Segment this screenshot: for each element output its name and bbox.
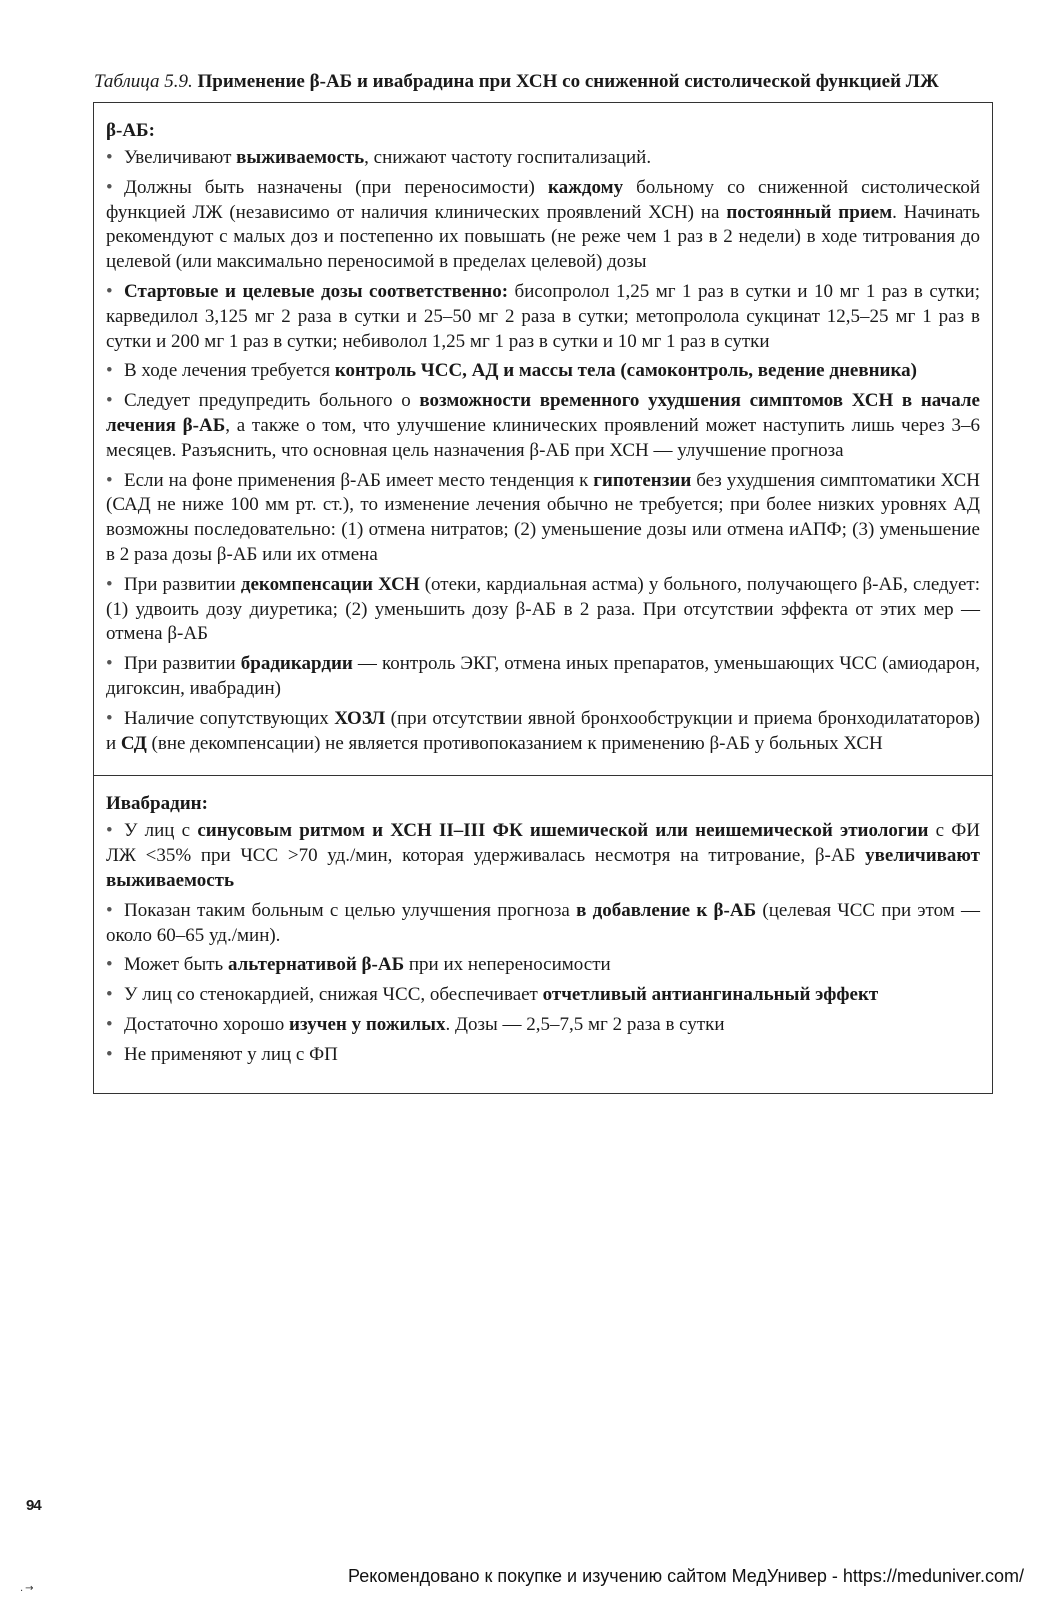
bold-text: в добавление к β-АБ xyxy=(576,899,757,921)
bold-text: увеличивают выживаемость xyxy=(106,845,980,891)
text-run: , снижают частоту госпитализаций. xyxy=(364,147,652,168)
section-heading: Ивабрадин: xyxy=(106,793,208,815)
bullet-list xyxy=(106,819,980,1067)
bold-text: брадикардии xyxy=(240,653,353,675)
text-run: При развитии xyxy=(124,653,241,675)
list-item xyxy=(106,280,980,354)
text-run: без ухудшения симптоматики ХСН (САД не ниже 100 мм рт. ст.), то изменение лечения обычно не требуется; при более низких уровнях АД возможны последовательно: (1) отмена нитратов; (2) уменьшение дозы или отмена иАПФ; (3) уменьшение в 2 раза дозы β-АБ или их отмена xyxy=(106,469,980,565)
list-item xyxy=(106,953,980,978)
list-item xyxy=(106,652,980,702)
bold-text: декомпенсации ХСН xyxy=(240,573,420,595)
text-run: При развитии xyxy=(124,573,241,595)
text-run: Показан таким больным с целью улучшения прогноза xyxy=(124,899,577,921)
text-run: с ФИ ЛЖ <35% при ЧСС >70 уд./мин, которая удерживалась несмотря на титрование, β-АБ xyxy=(106,820,981,867)
table-caption-title: Применение β-АБ и ивабрадина при ХСН со сниженной систолической функцией ЛЖ xyxy=(197,71,939,92)
list-item xyxy=(106,1043,980,1068)
table-caption-label: Таблица 5.9. xyxy=(94,71,193,92)
bold-text: гипотензии xyxy=(593,469,692,491)
text-run: (при отсутствии явной бронхообструкции и приема бронходилататоров) и xyxy=(106,707,980,754)
text-run: больному со сниженной систолической функцией ЛЖ (независимо от наличия клинических проявлений ХСН) на xyxy=(106,176,980,223)
bold-text: Стартовые и целевые дозы соответственно: xyxy=(124,280,509,302)
section-beta-blockers xyxy=(94,103,992,775)
section-ivabradine xyxy=(94,775,992,1092)
bold-text: выживаемость xyxy=(236,147,365,168)
bold-text: ХОЗЛ xyxy=(334,707,386,729)
bold-text: каждому xyxy=(547,176,624,198)
text-run: Должны быть назначены (при переносимости) xyxy=(124,176,548,198)
bold-text: контроль ЧСС, АД и массы тела (самоконтроль, ведение дневника) xyxy=(334,360,917,382)
list-item xyxy=(106,359,980,384)
list-item xyxy=(106,819,980,893)
text-run: — контроль ЭКГ, отмена иных препаратов, уменьшающих ЧСС (амиодарон, дигоксин, ивабрадин) xyxy=(106,653,980,699)
text-run: Если на фоне применения β-АБ имеет место тенденция к xyxy=(124,469,594,491)
bold-text: СД xyxy=(120,732,147,754)
text-run: Может быть xyxy=(124,954,228,976)
text-run: (целевая ЧСС при этом — около 60–65 уд./мин). xyxy=(106,899,980,946)
list-item xyxy=(106,469,980,568)
text-run: . Дозы — 2,5–7,5 мг 2 раза в сутки xyxy=(445,1013,725,1035)
bold-text: отчетливый антиангинальный эффект xyxy=(542,984,879,1006)
list-item xyxy=(106,573,980,647)
list-item xyxy=(106,176,980,275)
bold-text: постоянный прием xyxy=(726,201,893,223)
list-item xyxy=(106,146,980,171)
section-heading: β-АБ: xyxy=(106,120,155,141)
text-run: В ходе лечения требуется xyxy=(124,360,335,382)
bold-text: синусовым ритмом и ХСН II–III ФК ишемической или неишемической этиологии xyxy=(197,820,929,842)
text-run: Увеличивают xyxy=(124,147,237,168)
text-run: Не применяют у лиц с ФП xyxy=(124,1043,338,1065)
text-run: (вне декомпенсации) не является противопоказанием к применению β-АБ у больных ХСН xyxy=(146,732,883,754)
table-caption xyxy=(94,70,1004,94)
text-run: Наличие сопутствующих xyxy=(124,707,335,729)
text-run: (отеки, кардиальная астма) у больного, получающего β-АБ, следует: (1) удвоить дозу диуретика; (2) уменьшить дозу β-АБ в 2 раза. При отсутствии эффекта от этих мер — отмена β-АБ xyxy=(106,573,980,645)
table-5-9 xyxy=(93,102,993,1094)
page-number: 94 xyxy=(26,1497,41,1514)
text-run: Достаточно хорошо xyxy=(124,1013,290,1035)
bullet-list xyxy=(106,146,980,756)
list-item xyxy=(106,983,980,1008)
list-item xyxy=(106,389,980,463)
margin-mark: . → xyxy=(18,1583,34,1594)
text-run: бисопролол 1,25 мг 1 раз в сутки и 10 мг 1 раз в сутки; карведилол 3,125 мг 2 раза в сутки и 25–50 мг 2 раза в сутки; метопролола сукцинат 12,5–25 мг 1 раз в сутки и 200 мг 1 раз в сутки; небиволол 1,25 мг 1 раз в сутки и 10 мг 1 раз в сутки xyxy=(106,280,980,352)
text-run: У лиц с xyxy=(124,820,198,842)
watermark-footer: Рекомендовано к покупке и изучению сайтом МедУнивер - https://meduniver.com/ xyxy=(348,1566,1024,1586)
text-run: при их непереносимости xyxy=(404,954,611,976)
bold-text: изучен у пожилых xyxy=(289,1013,446,1035)
list-item xyxy=(106,1013,980,1038)
bold-text: возможности временного ухудшения симптомов ХСН в начале лечения β-АБ xyxy=(106,390,980,436)
list-item xyxy=(106,899,980,949)
list-item xyxy=(106,707,980,757)
text-run: У лиц со стенокардией, снижая ЧСС, обеспечивает xyxy=(124,984,543,1006)
text-run: , а также о том, что улучшение клинических проявлений может наступить лишь через 3–6 месяцев. Разъяснить, что основная цель назначения β-АБ при ХСН — улучшение прогноза xyxy=(106,414,981,461)
text-run: Следует предупредить больного о xyxy=(124,390,420,412)
bold-text: альтернативой β-АБ xyxy=(227,954,405,976)
text-run: . Начинать рекомендуют с малых доз и постепенно их повышать (не реже чем 1 раз в 2 недели) в ходе титрования до целевой (или максимально переносимой в пределах целевой) дозы xyxy=(106,201,980,273)
